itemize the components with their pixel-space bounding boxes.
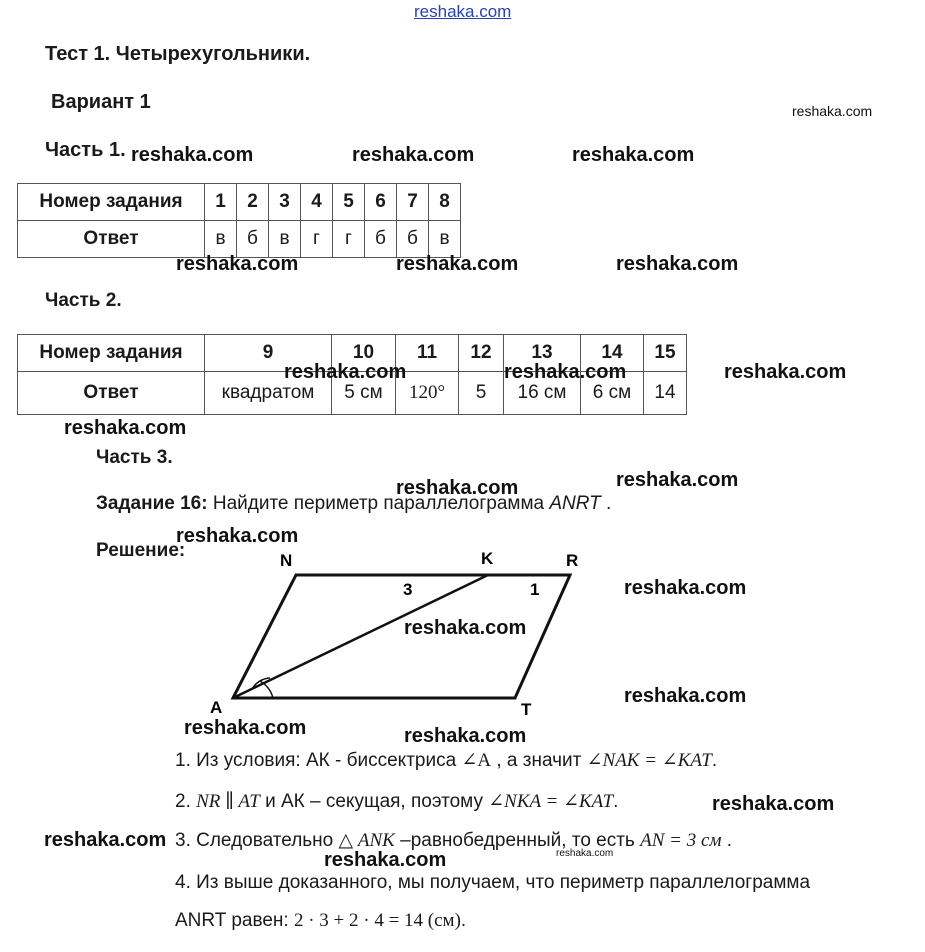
part1-answer-header: Ответ: [18, 221, 205, 258]
step-math: 2 · 3 + 2 · 4 = 14 (см): [293, 910, 461, 931]
step-text: .: [721, 830, 733, 851]
table-cell: 5: [459, 372, 504, 415]
watermark: reshaka.com: [724, 361, 847, 383]
watermark: reshaka.com: [792, 103, 873, 119]
table-cell: 2: [237, 184, 269, 221]
step-text: 1. Из условия: АК - биссектриса: [175, 750, 462, 771]
table-cell: 5 см: [332, 372, 396, 415]
watermark: reshaka.com: [616, 469, 739, 491]
page-title: Тест 1. Четырехугольники.: [45, 43, 311, 65]
part1-heading: Часть 1.: [45, 139, 126, 161]
step-2: [175, 790, 618, 813]
table-cell: 8: [429, 184, 461, 221]
label-nk-length: 3: [403, 580, 413, 599]
step-text: , а значит: [491, 750, 587, 771]
watermark: reshaka.com: [396, 253, 519, 275]
watermark: reshaka.com: [404, 725, 527, 747]
watermark: reshaka.com: [616, 253, 739, 275]
table-cell: г: [333, 221, 365, 258]
task16-figure-name: ANRT: [549, 493, 601, 514]
part1-task-header: Номер задания: [18, 184, 205, 221]
watermark: reshaka.com: [624, 577, 747, 599]
table-cell: б: [365, 221, 397, 258]
label-k: K: [481, 549, 494, 568]
watermark: reshaka.com: [556, 848, 614, 859]
part2-task-header: Номер задания: [18, 335, 205, 372]
table-cell: 11: [396, 335, 459, 372]
part2-answer-header: Ответ: [18, 372, 205, 415]
table-cell: 9: [205, 335, 332, 372]
label-t: T: [521, 700, 532, 719]
step-1: [175, 749, 717, 772]
table-cell: 12: [459, 335, 504, 372]
step-math: AN = 3 см: [640, 830, 722, 851]
table-cell: 1: [205, 184, 237, 221]
step-text: ANRT равен:: [175, 910, 294, 931]
table-cell: в: [269, 221, 301, 258]
step-text: –равнобедренный, то есть: [394, 830, 641, 851]
table-cell: квадратом: [205, 372, 332, 415]
watermark: reshaka.com: [184, 717, 307, 739]
table-cell: б: [397, 221, 429, 258]
watermark: reshaka.com: [176, 525, 299, 547]
watermark: reshaka.com: [352, 144, 475, 166]
task16-end: .: [606, 493, 612, 514]
table-cell: 4: [301, 184, 333, 221]
step-5: [175, 910, 466, 932]
part3-heading: Часть 3.: [96, 447, 173, 468]
watermark: reshaka.com: [404, 617, 527, 639]
step-math: ∠NKA = ∠KAT: [488, 791, 614, 812]
watermark: reshaka.com: [44, 829, 167, 851]
table-cell: 16 см: [504, 372, 581, 415]
table-cell: 3: [269, 184, 301, 221]
watermark: reshaka.com: [176, 253, 299, 275]
table-cell: в: [205, 221, 237, 258]
step-text: 4. Из выше доказанного, мы получаем, что периметр параллелограмма: [175, 872, 811, 893]
task16-text: Найдите периметр параллелограмма: [212, 493, 545, 514]
step-math: ∠A: [461, 750, 492, 771]
task16-label: Задание 16:: [96, 493, 208, 514]
watermark: reshaka.com: [572, 144, 695, 166]
watermark: reshaka.com: [324, 849, 447, 871]
step-4: [175, 872, 810, 894]
table-cell: в: [429, 221, 461, 258]
watermark: reshaka.com: [284, 361, 407, 383]
watermark: reshaka.com: [131, 144, 254, 166]
label-kr-length: 1: [530, 580, 540, 599]
watermark: reshaka.com: [712, 793, 835, 815]
table-cell: г: [301, 221, 333, 258]
step-text: .: [613, 791, 619, 812]
label-r: R: [566, 551, 579, 570]
step-math: △ ANK: [338, 830, 395, 851]
step-text: 3. Следовательно: [175, 830, 339, 851]
solution-label: Решение:: [96, 540, 186, 561]
table-cell: б: [237, 221, 269, 258]
table-cell: 13: [504, 335, 581, 372]
table-cell: 15: [644, 335, 687, 372]
table-cell: 14: [581, 335, 644, 372]
watermark: reshaka.com: [504, 361, 627, 383]
label-n: N: [280, 551, 293, 570]
watermark: reshaka.com: [396, 477, 519, 499]
table-cell: 6 см: [581, 372, 644, 415]
watermark: reshaka.com: [64, 417, 187, 439]
watermark: reshaka.com: [624, 685, 747, 707]
table-cell: 10: [332, 335, 396, 372]
table-cell: 7: [397, 184, 429, 221]
table-cell: 6: [365, 184, 397, 221]
table-cell: 120°: [396, 372, 459, 415]
step-text: и АК – секущая, поэтому: [259, 791, 489, 812]
step-text: .: [460, 910, 467, 931]
label-a: A: [210, 698, 223, 717]
step-math: ∠NAK = ∠KAT: [586, 750, 712, 771]
step-math: NR ∥ AT: [196, 791, 260, 812]
step-text: 2.: [175, 791, 197, 812]
step-text: .: [711, 750, 718, 771]
site-link[interactable]: reshaka.com: [414, 2, 512, 21]
table-cell: 5: [333, 184, 365, 221]
variant-heading: Вариант 1: [51, 91, 151, 113]
part2-heading: Часть 2.: [45, 290, 122, 311]
table-cell: 14: [644, 372, 687, 415]
step-3: [175, 829, 732, 852]
